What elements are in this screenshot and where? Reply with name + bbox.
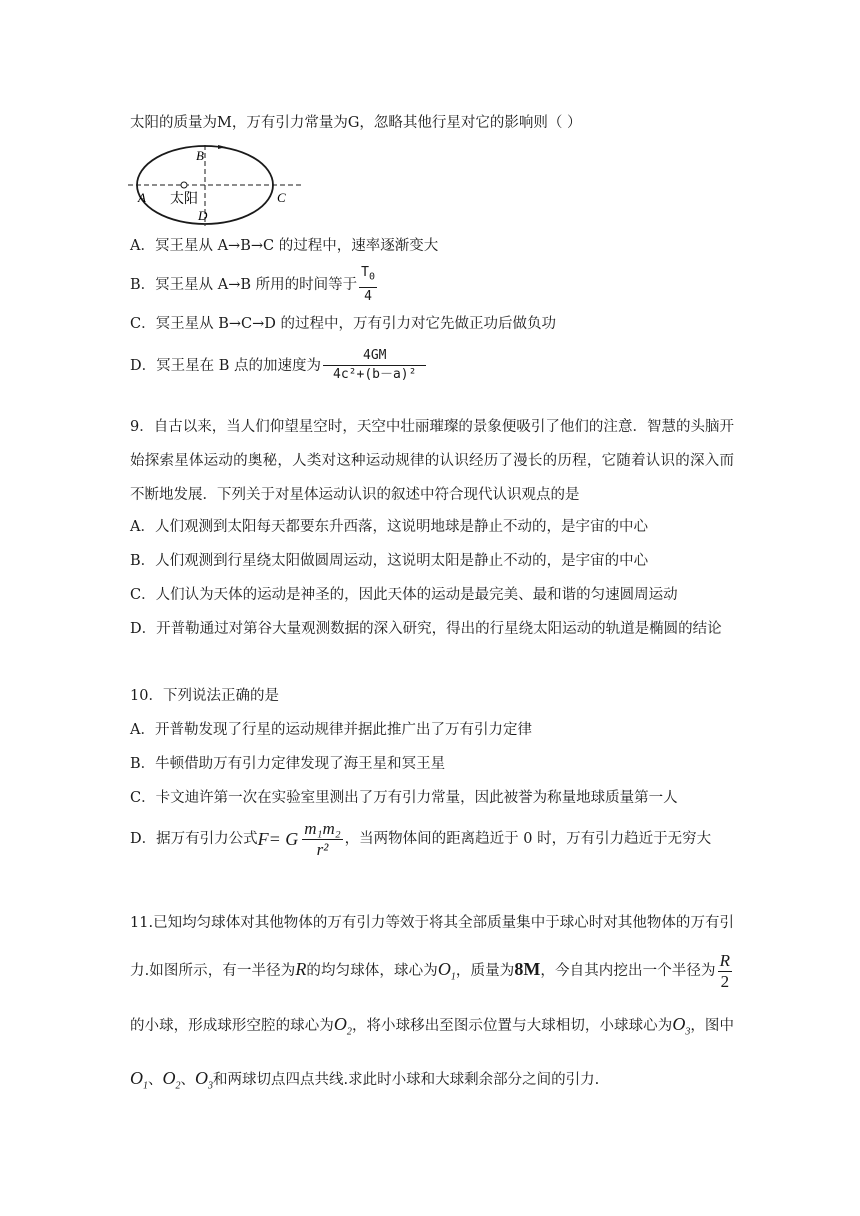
q8-option-a: A．冥王星从 A→B→C 的过程中，速率逐渐变大	[130, 238, 439, 254]
formula-eq: = G	[268, 829, 299, 849]
q10-option-c: C．卡文迪许第一次在实验室里测出了万有引力常量，因此被誉为称量地球质量第一人	[130, 790, 678, 806]
center-o1-ref: $O_1$	[130, 1068, 148, 1092]
q8-option-b-fraction	[359, 264, 377, 306]
question-10-stem: 10．下列说法正确的是	[130, 688, 279, 704]
center-o3: $O_3$	[672, 1013, 691, 1038]
q9-option-a: A．人们观测到太阳每天都要东升西落，这说明地球是静止不动的，是宇宙的中心	[130, 519, 648, 535]
b-num-sub: 0	[368, 271, 376, 283]
formula-den: r²	[316, 839, 329, 859]
mass-8m: 8M	[514, 959, 541, 979]
q8-option-d-text: D．冥王星在 B 点的加速度为	[130, 357, 321, 374]
question-8-stem-tail: 太阳的质量为M，万有引力常量为G，忽略其他行星对它的影响则（ ）	[130, 115, 582, 131]
q10-option-d	[130, 818, 711, 860]
label-b: B	[196, 148, 204, 163]
q8-option-c: C．冥王星从 B→C→D 的过程中，万有引力对它先做正功后做负功	[130, 316, 556, 332]
radius-r: R	[295, 959, 307, 979]
b-num: T	[361, 265, 369, 280]
q9-option-c: C．人们认为天体的运动是神圣的，因此天体的运动是最完美、最和谐的匀速圆周运动	[130, 587, 678, 603]
center-o2-ref: $O_2$	[162, 1068, 181, 1092]
d-num: 4GM	[323, 347, 426, 366]
formula-fraction	[302, 819, 342, 860]
label-a: A	[138, 190, 146, 205]
q10-option-d-suffix: ，当两物体间的距离趋近于 0 时，万有引力趋近于无穷大	[344, 831, 712, 847]
q10-option-a: A．开普勒发现了行星的运动规律并据此推广出了万有引力定律	[130, 722, 532, 738]
b-den: 4	[364, 288, 372, 304]
d-den: 4c²+(b－a)²	[333, 367, 417, 382]
q8-option-b-text: B．冥王星从 A→B 所用的时间等于	[130, 276, 358, 293]
orbit-figure	[128, 142, 303, 228]
q8-option-d-fraction	[323, 347, 426, 384]
q8-option-d	[130, 347, 428, 384]
q10-option-d-prefix: D．据万有引力公式	[130, 831, 258, 847]
half-radius-fraction: $\frac{R}{2}$	[719, 950, 731, 991]
q8-option-b	[130, 264, 379, 306]
question-9-stem: 9．自古以来，当人们仰望星空时，天空中壮丽璀璨的景象便吸引了他们的注意．智慧的头脑开始探索星体运动的奥秘，人类对这种运动规律的认识经历了漫长的历程，它随着认识的深入而不断地发展．下列关于对星体运动认识的叙述中符合现代认识观点的是	[130, 419, 734, 503]
label-d: D	[198, 208, 208, 223]
formula-f: F	[257, 829, 269, 849]
center-o2: $O_2$	[333, 1013, 352, 1038]
center-o3-ref: $O_3$	[195, 1068, 213, 1092]
center-o1: $O_1$	[437, 959, 456, 983]
q9-option-d: D．开普勒通过对第谷大量观测数据的深入研究，得出的行星绕太阳运动的轨道是椭圆的结论	[130, 621, 722, 637]
label-sun: 太阳	[170, 191, 198, 207]
q9-option-b: B．人们观测到行星绕太阳做圆周运动，这说明太阳是静止不动的，是宇宙的中心	[130, 553, 649, 569]
q10-option-b: B．牛顿借助万有引力定律发现了海王星和冥王星	[130, 756, 446, 772]
label-c: C	[277, 190, 286, 205]
question-11: 11.已知均匀球体对其他物体的万有引力等效于将其全部质量集中于球心时对其他物体的万有引力.如图所示，有一半径为R的均匀球体，球心为$O_1$，质量为8M，今自其内挖出一个半径为 $\frac{R}{2}$ 的小球，形成球形空腔的球心为$O_2$，将小球移出至图示位置与大球相切，小球球心为$O_3$，图中$O_1$、$O_2$、$O_3$和两球切点四点共线.求此时小球和大球剩余部分之间的引力.	[130, 915, 734, 1092]
formula-num: m₁m₂	[304, 818, 341, 838]
